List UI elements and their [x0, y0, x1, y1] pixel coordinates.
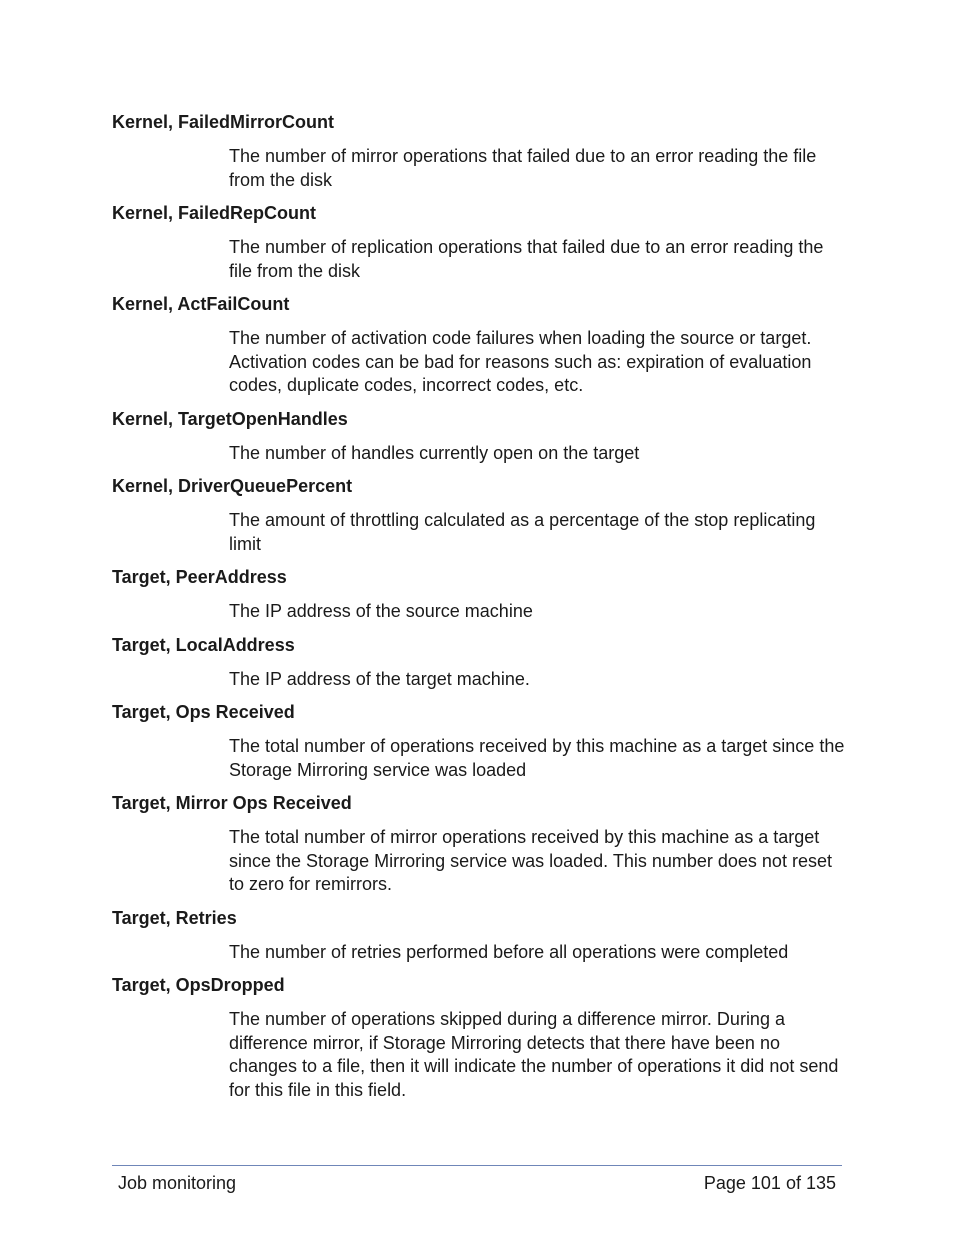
- entry-target-opsdropped: [112, 974, 847, 1102]
- entry-term: Kernel, ActFailCount: [112, 294, 290, 314]
- entry-description: The number of activation code failures when loading the source or target. Activation codes can be bad for reasons such as: expiration of evaluation codes, duplicate codes, incorrect codes, etc.: [229, 328, 812, 395]
- entry-target-localaddress: [112, 634, 847, 692]
- entry-term: Target, PeerAddress: [112, 567, 287, 587]
- entry-kernel-driverqueuepercent: [112, 475, 847, 556]
- entry-term: Kernel, TargetOpenHandles: [112, 408, 348, 429]
- entry-target-ops-received: [112, 701, 847, 782]
- footer-page-number: Page 101 of 135: [703, 1173, 836, 1193]
- entry-description: The number of replication operations that failed due to an error reading the file from the disk: [229, 237, 824, 281]
- entry-term: Target, Mirror Ops Received: [112, 793, 352, 813]
- entry-kernel-actfailcount: [112, 293, 847, 398]
- entry-description: The total number of operations received by this machine as a target since the Storage Mirroring service was loaded: [229, 736, 845, 780]
- entry-description: The number of handles currently open on the target: [229, 442, 640, 463]
- entry-description: The number of operations skipped during a difference mirror. During a difference mirror, if Storage Mirroring detects that there have been no changes to a file, then it will indicate the number of operations it did not send for this file in this field.: [229, 1009, 839, 1100]
- entry-term: Kernel, FailedMirrorCount: [112, 112, 335, 132]
- entry-target-mirror-ops-received: [112, 792, 847, 897]
- entry-term: Target, LocalAddress: [112, 634, 295, 655]
- entry-kernel-failedrepcount: [112, 202, 847, 283]
- entry-description: The amount of throttling calculated as a percentage of the stop replicating limit: [229, 510, 816, 554]
- entry-description: The total number of mirror operations received by this machine as a target since the Storage Mirroring service was loaded. This number does not reset to zero for remirrors.: [229, 827, 832, 894]
- definition-list: [112, 111, 847, 1112]
- entry-term: Target, Retries: [112, 907, 237, 928]
- footer-section-title: Job monitoring: [118, 1173, 237, 1193]
- entry-kernel-targetopenhandles: [112, 408, 847, 466]
- entry-term: Kernel, DriverQueuePercent: [112, 476, 353, 496]
- entry-term: Target, OpsDropped: [112, 975, 285, 995]
- footer-divider: [112, 1165, 842, 1166]
- entry-description: The IP address of the source machine: [229, 601, 533, 621]
- entry-term: Target, Ops Received: [112, 702, 295, 722]
- entry-description: The number of mirror operations that failed due to an error reading the file from the disk: [229, 146, 817, 190]
- entry-kernel-failedmirrorcount: [112, 111, 847, 192]
- entry-term: Kernel, FailedRepCount: [112, 203, 317, 223]
- entry-target-peeraddress: [112, 566, 847, 624]
- entry-target-retries: [112, 907, 847, 965]
- entry-description: The IP address of the target machine.: [229, 668, 530, 689]
- entry-description: The number of retries performed before all operations were completed: [229, 941, 789, 962]
